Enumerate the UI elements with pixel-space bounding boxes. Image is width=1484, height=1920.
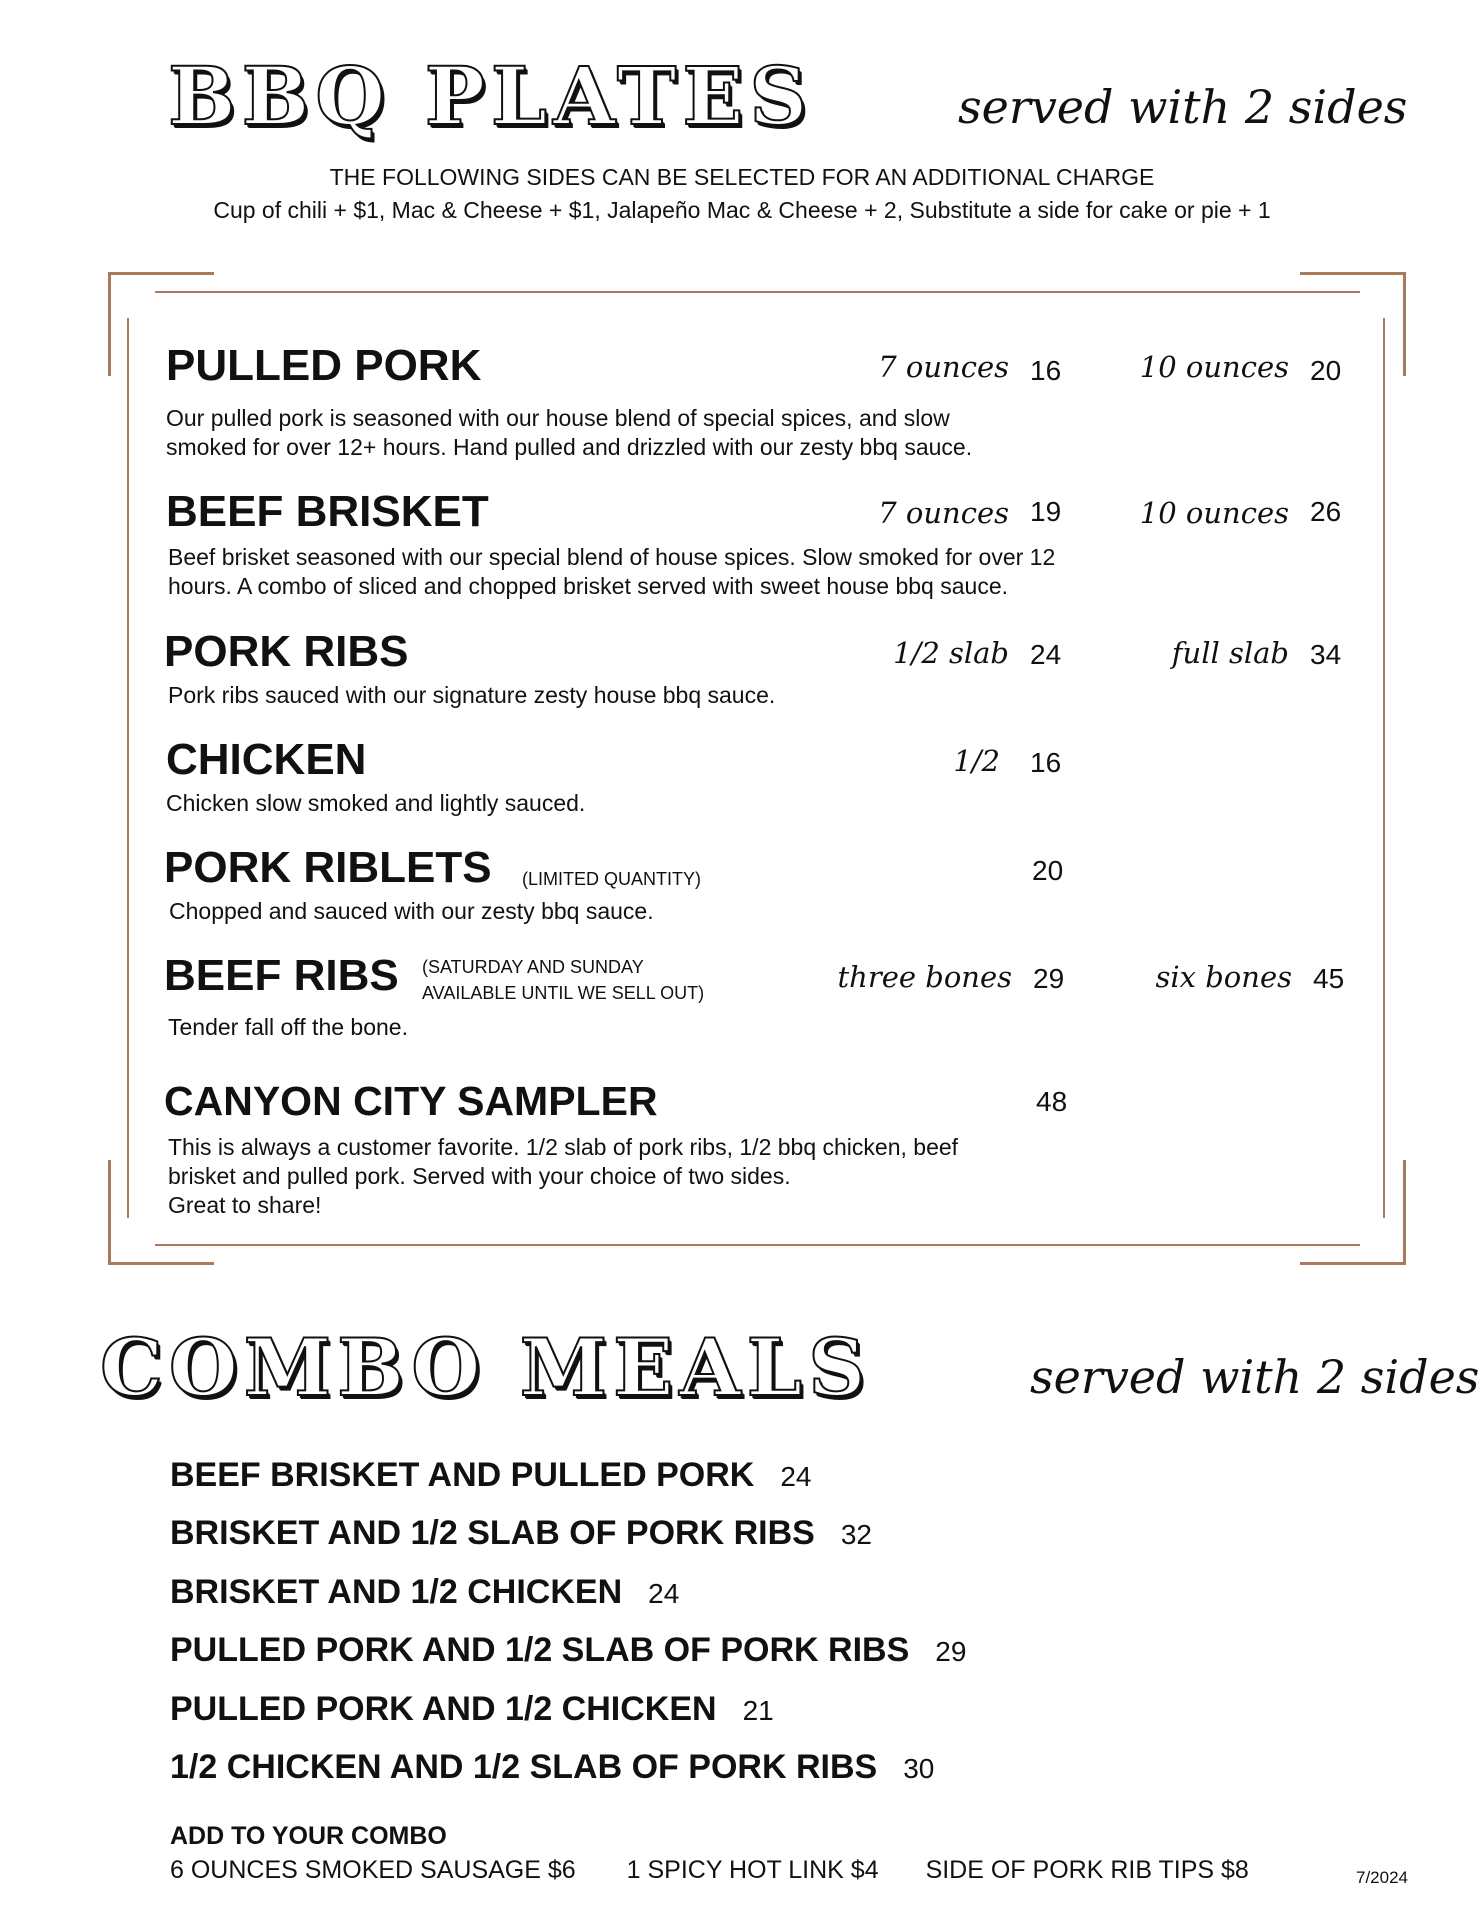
combo-item — [170, 1690, 774, 1729]
size-label: 1/2 slab — [893, 636, 1009, 670]
item-title: CANYON CITY SAMPLER — [164, 1078, 658, 1124]
item-description: hours. A combo of sliced and chopped brisket served with sweet house bbq sauce. — [168, 573, 1009, 599]
sides-heading: THE FOLLOWING SIDES CAN BE SELECTED FOR AN ADDITIONAL CHARGE — [329, 164, 1155, 190]
addon-item: 6 OUNCES SMOKED SAUSAGE $6 — [170, 1856, 576, 1884]
combo-item — [170, 1573, 679, 1612]
item-description: smoked for over 12+ hours. Hand pulled and drizzled with our zesty bbq sauce. — [166, 434, 973, 460]
size-label: 7 ounces — [878, 496, 1009, 530]
item-price: 16 — [1030, 355, 1062, 386]
addon-item: SIDE OF PORK RIB TIPS $8 — [925, 1856, 1249, 1884]
item-title: PORK RIBLETS — [164, 843, 492, 892]
size-label: three bones — [837, 960, 1012, 994]
item-price: 34 — [1310, 639, 1342, 670]
combo-price: 24 — [648, 1578, 680, 1609]
combo-price: 21 — [742, 1695, 774, 1726]
item-description: This is always a customer favorite. 1/2 slab of pork ribs, 1/2 bbq chicken, beef — [168, 1134, 959, 1160]
item-description: Pork ribs sauced with our signature zesty house bbq sauce. — [168, 682, 776, 708]
item-description: Great to share! — [168, 1192, 322, 1218]
item-title: PULLED PORK — [166, 341, 482, 390]
combo-item — [170, 1514, 872, 1553]
size-label: six bones — [1155, 960, 1292, 994]
addon-item: 1 SPICY HOT LINK $4 — [626, 1856, 879, 1884]
combo-item — [170, 1631, 966, 1670]
item-price: 26 — [1310, 496, 1342, 527]
combo-meals-subtitle: served with 2 sides — [1030, 1350, 1480, 1404]
item-title: BEEF BRISKET — [166, 487, 489, 536]
item-description: Chopped and sauced with our zesty bbq sauce. — [169, 898, 654, 924]
item-note: (LIMITED QUANTITY) — [522, 869, 701, 889]
item-price: 48 — [1036, 1086, 1068, 1117]
combo-price: 32 — [840, 1519, 872, 1550]
bbq-plates-title: BBQ PLATES — [168, 49, 814, 143]
item-title: PORK RIBS — [164, 627, 409, 676]
combo-name: PULLED PORK AND 1/2 SLAB OF PORK RIBS — [170, 1631, 910, 1669]
item-description: Beef brisket seasoned with our special blend of house spices. Slow smoked for over 12 — [168, 544, 1056, 570]
combo-name: BRISKET AND 1/2 SLAB OF PORK RIBS — [170, 1514, 815, 1552]
item-price: 20 — [1032, 855, 1064, 886]
item-title: BEEF RIBS — [164, 951, 399, 1000]
addon-heading: ADD TO YOUR COMBO — [170, 1822, 447, 1850]
item-note: (SATURDAY AND SUNDAY AVAILABLE UNTIL WE SELL OUT) — [422, 957, 705, 1003]
bbq-plates-subtitle: served with 2 sides — [958, 80, 1408, 134]
addon-list — [170, 1856, 1249, 1885]
combo-meals-title: COMBO MEALS — [100, 1321, 872, 1414]
combo-price: 24 — [780, 1461, 812, 1492]
size-label: 10 ounces — [1139, 496, 1289, 530]
combo-name: 1/2 CHICKEN AND 1/2 SLAB OF PORK RIBS — [170, 1748, 878, 1786]
item-price: 24 — [1030, 639, 1062, 670]
combo-item — [170, 1748, 934, 1787]
item-description: Our pulled pork is seasoned with our house blend of special spices, and slow — [166, 405, 950, 431]
item-description: Chicken slow smoked and lightly sauced. — [166, 790, 586, 816]
sides-list: Cup of chili + $1, Mac & Cheese + $1, Jalapeño Mac & Cheese + 2, Substitute a side for cake or pie + 1 — [213, 197, 1271, 223]
combo-item — [170, 1456, 811, 1495]
item-price: 20 — [1310, 355, 1342, 386]
combo-price: 29 — [935, 1636, 967, 1667]
combo-name: PULLED PORK AND 1/2 CHICKEN — [170, 1690, 717, 1728]
item-price: 19 — [1030, 496, 1062, 527]
item-title: CHICKEN — [166, 735, 367, 784]
combo-name: BRISKET AND 1/2 CHICKEN — [170, 1573, 623, 1611]
size-label: 1/2 — [953, 744, 1000, 778]
size-label: full slab — [1171, 636, 1289, 670]
combo-name: BEEF BRISKET AND PULLED PORK — [170, 1456, 755, 1494]
size-label: 10 ounces — [1139, 350, 1289, 384]
item-description: brisket and pulled pork. Served with your choice of two sides. — [168, 1163, 791, 1189]
item-price: 16 — [1030, 747, 1062, 778]
combo-price: 30 — [903, 1753, 935, 1784]
item-price: 45 — [1313, 963, 1345, 994]
footer-date: 7/2024 — [1356, 1868, 1408, 1887]
size-label: 7 ounces — [878, 350, 1009, 384]
item-description: Tender fall off the bone. — [168, 1014, 408, 1040]
item-price: 29 — [1033, 963, 1065, 994]
